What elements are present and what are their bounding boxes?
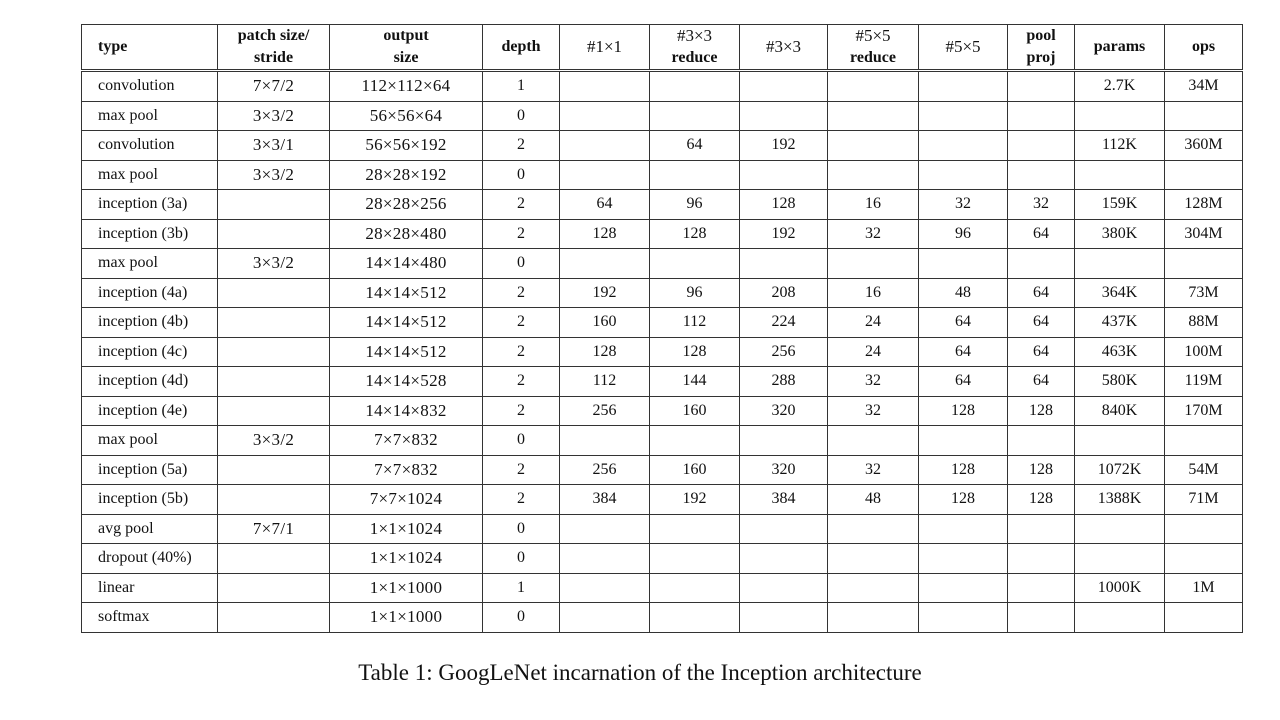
table-cell: 56×56×192 — [330, 131, 483, 161]
table-row — [82, 278, 1243, 308]
table-cell: max pool — [82, 101, 218, 131]
table-cell: 34M — [1165, 71, 1243, 102]
table-cell: 128 — [919, 485, 1008, 515]
table-cell: 437K — [1075, 308, 1165, 338]
table-cell — [1008, 514, 1075, 544]
table-row — [82, 426, 1243, 456]
table-cell — [1008, 544, 1075, 574]
table-cell: 119M — [1165, 367, 1243, 397]
table-cell: 7×7/1 — [218, 514, 330, 544]
table-cell: 56×56×64 — [330, 101, 483, 131]
table-row — [82, 455, 1243, 485]
table-cell — [740, 603, 828, 633]
table-cell — [560, 101, 650, 131]
table-cell: inception (4b) — [82, 308, 218, 338]
table-cell: 0 — [483, 544, 560, 574]
table-cell — [650, 101, 740, 131]
table-cell: 256 — [740, 337, 828, 367]
table-cell: inception (5a) — [82, 455, 218, 485]
table-cell: 304M — [1165, 219, 1243, 249]
table-cell: 14×14×512 — [330, 278, 483, 308]
table-cell — [650, 249, 740, 279]
column-header — [82, 25, 218, 71]
column-header — [1008, 25, 1075, 71]
table-cell — [1165, 160, 1243, 190]
table-cell: 2 — [483, 396, 560, 426]
table-cell — [919, 514, 1008, 544]
table-cell — [218, 455, 330, 485]
table-cell: 364K — [1075, 278, 1165, 308]
table-body — [82, 71, 1243, 633]
table-cell — [650, 544, 740, 574]
table-cell: dropout (40%) — [82, 544, 218, 574]
table-cell: max pool — [82, 426, 218, 456]
table-cell: inception (5b) — [82, 485, 218, 515]
table-cell — [560, 160, 650, 190]
table-cell: 192 — [740, 219, 828, 249]
table-cell — [1165, 544, 1243, 574]
table-cell: 0 — [483, 426, 560, 456]
table-cell — [1008, 573, 1075, 603]
table-row — [82, 367, 1243, 397]
table-cell — [1075, 101, 1165, 131]
table-cell: 128 — [650, 337, 740, 367]
table-cell: 160 — [650, 455, 740, 485]
table-cell: inception (3a) — [82, 190, 218, 220]
table-cell — [1008, 160, 1075, 190]
column-header-line1: #5×5 — [855, 26, 891, 45]
table-cell: 96 — [650, 190, 740, 220]
table-cell: 14×14×512 — [330, 337, 483, 367]
table-cell: 71M — [1165, 485, 1243, 515]
table-row — [82, 101, 1243, 131]
table-cell: 360M — [1165, 131, 1243, 161]
table-cell — [919, 573, 1008, 603]
column-header-line2: proj — [1026, 49, 1056, 66]
table-cell: inception (3b) — [82, 219, 218, 249]
table-cell — [1008, 249, 1075, 279]
table-row — [82, 544, 1243, 574]
table-cell: 128 — [560, 219, 650, 249]
table-cell — [919, 101, 1008, 131]
table-cell — [218, 367, 330, 397]
table-cell: 16 — [828, 278, 919, 308]
column-header — [330, 25, 483, 71]
table-cell: linear — [82, 573, 218, 603]
table-cell: avg pool — [82, 514, 218, 544]
table-cell — [1165, 603, 1243, 633]
column-header-line1: #1×1 — [586, 37, 623, 56]
table-cell: 384 — [740, 485, 828, 515]
table-cell — [560, 514, 650, 544]
table-cell: inception (4d) — [82, 367, 218, 397]
table-cell — [1165, 249, 1243, 279]
table-cell: inception (4c) — [82, 337, 218, 367]
table-cell: 64 — [1008, 278, 1075, 308]
table-container — [81, 24, 1243, 633]
table-cell — [560, 131, 650, 161]
table-cell: 1×1×1024 — [330, 514, 483, 544]
table-cell: 28×28×256 — [330, 190, 483, 220]
table-cell: 3×3/2 — [218, 101, 330, 131]
table-row — [82, 131, 1243, 161]
table-cell — [218, 396, 330, 426]
table-cell: 32 — [828, 367, 919, 397]
table-cell: max pool — [82, 249, 218, 279]
table-cell: 28×28×192 — [330, 160, 483, 190]
table-cell — [1008, 426, 1075, 456]
table-cell: 48 — [828, 485, 919, 515]
table-caption: Table 1: GoogLeNet incarnation of the Inception architecture — [358, 660, 922, 685]
table-cell: 580K — [1075, 367, 1165, 397]
table-cell: 128 — [919, 455, 1008, 485]
table-cell: softmax — [82, 603, 218, 633]
table-cell — [919, 160, 1008, 190]
table-cell: 3×3/1 — [218, 131, 330, 161]
table-cell: 1388K — [1075, 485, 1165, 515]
column-header-line2: reduce — [671, 49, 718, 66]
table-cell: 2 — [483, 485, 560, 515]
table-cell: 7×7×832 — [330, 455, 483, 485]
table-cell — [828, 131, 919, 161]
table-cell: 112×112×64 — [330, 71, 483, 102]
column-header — [560, 25, 650, 71]
table-cell — [650, 573, 740, 603]
table-cell: inception (4a) — [82, 278, 218, 308]
table-cell: 64 — [1008, 337, 1075, 367]
table-row — [82, 160, 1243, 190]
table-cell: 2 — [483, 278, 560, 308]
table-cell — [650, 514, 740, 544]
table-cell: 2 — [483, 219, 560, 249]
column-header — [483, 25, 560, 71]
table-cell: 1M — [1165, 573, 1243, 603]
table-cell: 2 — [483, 337, 560, 367]
table-cell: 2 — [483, 455, 560, 485]
architecture-table — [81, 24, 1243, 633]
table-cell: 32 — [828, 455, 919, 485]
table-cell — [1075, 160, 1165, 190]
table-cell: 2.7K — [1075, 71, 1165, 102]
column-header-line1: pool — [1026, 27, 1056, 44]
table-cell — [218, 278, 330, 308]
table-cell: 24 — [828, 337, 919, 367]
table-cell: 3×3/2 — [218, 249, 330, 279]
table-cell: 1×1×1000 — [330, 603, 483, 633]
table-cell: 16 — [828, 190, 919, 220]
table-cell — [740, 514, 828, 544]
table-row — [82, 396, 1243, 426]
table-cell: 380K — [1075, 219, 1165, 249]
table-cell: 64 — [919, 337, 1008, 367]
column-header — [740, 25, 828, 71]
table-cell: 64 — [919, 308, 1008, 338]
table-cell: inception (4e) — [82, 396, 218, 426]
table-cell — [919, 603, 1008, 633]
table-cell — [650, 71, 740, 102]
column-header-line1: patch size/ — [237, 27, 310, 44]
table-cell: 144 — [650, 367, 740, 397]
table-cell: 320 — [740, 396, 828, 426]
table-cell — [828, 71, 919, 102]
column-header-line2: reduce — [850, 49, 896, 66]
table-cell: 128 — [1008, 485, 1075, 515]
table-cell: 28×28×480 — [330, 219, 483, 249]
table-cell — [1075, 426, 1165, 456]
table-cell — [919, 426, 1008, 456]
table-cell — [650, 426, 740, 456]
table-cell: 128 — [1008, 455, 1075, 485]
table-cell: 1000K — [1075, 573, 1165, 603]
table-cell — [1008, 101, 1075, 131]
column-header — [218, 25, 330, 71]
table-row — [82, 308, 1243, 338]
table-cell — [1165, 101, 1243, 131]
table-cell: 224 — [740, 308, 828, 338]
column-header-line1: ops — [1191, 38, 1216, 55]
table-cell: 112 — [650, 308, 740, 338]
table-row — [82, 573, 1243, 603]
table-cell: 256 — [560, 455, 650, 485]
table-cell: 7×7×832 — [330, 426, 483, 456]
table-cell: 14×14×512 — [330, 308, 483, 338]
column-header-line1: #3×3 — [676, 26, 713, 45]
table-cell: 288 — [740, 367, 828, 397]
table-cell: 0 — [483, 603, 560, 633]
table-cell: 14×14×528 — [330, 367, 483, 397]
column-header-line1: type — [98, 38, 128, 55]
table-cell: 0 — [483, 160, 560, 190]
column-header-line2: size — [393, 49, 419, 66]
table-cell — [740, 426, 828, 456]
table-cell: 128 — [560, 337, 650, 367]
table-cell: 0 — [483, 514, 560, 544]
table-cell: 64 — [919, 367, 1008, 397]
table-row — [82, 485, 1243, 515]
table-cell — [919, 544, 1008, 574]
table-cell — [650, 160, 740, 190]
table-cell: 1 — [483, 573, 560, 603]
table-cell — [560, 71, 650, 102]
table-cell — [828, 160, 919, 190]
table-cell: 256 — [560, 396, 650, 426]
table-cell: 3×3/2 — [218, 426, 330, 456]
table-cell — [828, 573, 919, 603]
table-cell: 64 — [650, 131, 740, 161]
table-cell: 32 — [828, 396, 919, 426]
table-cell — [218, 485, 330, 515]
table-row — [82, 71, 1243, 102]
table-cell: 1072K — [1075, 455, 1165, 485]
table-cell — [740, 573, 828, 603]
table-cell: 192 — [560, 278, 650, 308]
table-cell — [919, 71, 1008, 102]
table-row — [82, 190, 1243, 220]
table-cell: 88M — [1165, 308, 1243, 338]
table-cell — [560, 544, 650, 574]
table-cell: 73M — [1165, 278, 1243, 308]
column-header-line1: output — [383, 27, 429, 44]
table-cell: 2 — [483, 190, 560, 220]
table-cell: 96 — [919, 219, 1008, 249]
table-cell: max pool — [82, 160, 218, 190]
table-cell: 128 — [740, 190, 828, 220]
table-cell: 192 — [650, 485, 740, 515]
column-header-line1: #5×5 — [945, 37, 981, 56]
table-cell: 32 — [919, 190, 1008, 220]
table-row — [82, 337, 1243, 367]
table-cell: 14×14×480 — [330, 249, 483, 279]
table-cell — [218, 190, 330, 220]
table-cell: 32 — [828, 219, 919, 249]
table-cell — [650, 603, 740, 633]
table-cell — [828, 101, 919, 131]
table-cell: 0 — [483, 101, 560, 131]
column-header-line1: params — [1093, 38, 1146, 55]
column-header — [1165, 25, 1243, 71]
column-header — [828, 25, 919, 71]
table-cell: 64 — [1008, 367, 1075, 397]
table-cell: 48 — [919, 278, 1008, 308]
table-cell: 112 — [560, 367, 650, 397]
table-cell: 0 — [483, 249, 560, 279]
table-cell — [560, 573, 650, 603]
table-cell — [1075, 514, 1165, 544]
table-cell — [1165, 514, 1243, 544]
table-cell: 2 — [483, 131, 560, 161]
table-row — [82, 249, 1243, 279]
table-cell: 160 — [560, 308, 650, 338]
table-cell: convolution — [82, 131, 218, 161]
table-cell — [1075, 249, 1165, 279]
column-header-line1: depth — [501, 38, 541, 55]
table-cell: 159K — [1075, 190, 1165, 220]
table-cell — [1075, 603, 1165, 633]
table-cell: 54M — [1165, 455, 1243, 485]
column-header-line2: stride — [253, 49, 294, 66]
table-cell: 170M — [1165, 396, 1243, 426]
table-cell — [560, 603, 650, 633]
table-cell: 208 — [740, 278, 828, 308]
table-cell — [740, 101, 828, 131]
table-cell: 384 — [560, 485, 650, 515]
table-cell: 320 — [740, 455, 828, 485]
column-header — [650, 25, 740, 71]
table-cell — [218, 308, 330, 338]
table-cell — [740, 544, 828, 574]
table-cell: 100M — [1165, 337, 1243, 367]
table-cell — [1008, 71, 1075, 102]
table-cell — [1165, 426, 1243, 456]
table-cell — [218, 573, 330, 603]
table-cell: 24 — [828, 308, 919, 338]
column-header-line1: #3×3 — [765, 37, 802, 56]
column-header — [1075, 25, 1165, 71]
table-cell — [218, 544, 330, 574]
table-cell: 463K — [1075, 337, 1165, 367]
table-cell: 1×1×1000 — [330, 573, 483, 603]
table-cell: 14×14×832 — [330, 396, 483, 426]
table-cell: 112K — [1075, 131, 1165, 161]
table-cell — [828, 426, 919, 456]
table-cell: 128 — [1008, 396, 1075, 426]
table-cell — [1008, 131, 1075, 161]
table-cell: 32 — [1008, 190, 1075, 220]
table-cell: 3×3/2 — [218, 160, 330, 190]
table-header — [82, 25, 1243, 71]
table-cell: 2 — [483, 367, 560, 397]
table-cell — [740, 249, 828, 279]
table-cell: 840K — [1075, 396, 1165, 426]
table-cell: 1×1×1024 — [330, 544, 483, 574]
table-cell — [1008, 603, 1075, 633]
table-cell — [740, 71, 828, 102]
table-cell — [919, 131, 1008, 161]
table-cell — [828, 249, 919, 279]
table-cell — [828, 544, 919, 574]
table-cell: 7×7×1024 — [330, 485, 483, 515]
table-cell — [740, 160, 828, 190]
table-row — [82, 603, 1243, 633]
table-cell — [218, 603, 330, 633]
table-cell: 128 — [650, 219, 740, 249]
table-row — [82, 514, 1243, 544]
table-cell: 128 — [919, 396, 1008, 426]
table-cell — [828, 603, 919, 633]
table-cell: 64 — [1008, 219, 1075, 249]
table-cell — [218, 219, 330, 249]
table-cell: 96 — [650, 278, 740, 308]
table-cell: convolution — [82, 71, 218, 102]
table-cell — [560, 426, 650, 456]
table-cell: 64 — [1008, 308, 1075, 338]
table-cell: 1 — [483, 71, 560, 102]
table-cell: 2 — [483, 308, 560, 338]
column-header — [919, 25, 1008, 71]
table-cell: 192 — [740, 131, 828, 161]
table-row — [82, 219, 1243, 249]
table-cell — [218, 337, 330, 367]
table-cell — [828, 514, 919, 544]
table-cell: 64 — [560, 190, 650, 220]
table-cell — [1075, 544, 1165, 574]
table-cell: 128M — [1165, 190, 1243, 220]
table-cell: 7×7/2 — [218, 71, 330, 102]
table-cell — [919, 249, 1008, 279]
table-cell: 160 — [650, 396, 740, 426]
table-cell — [560, 249, 650, 279]
header-row — [82, 25, 1243, 71]
